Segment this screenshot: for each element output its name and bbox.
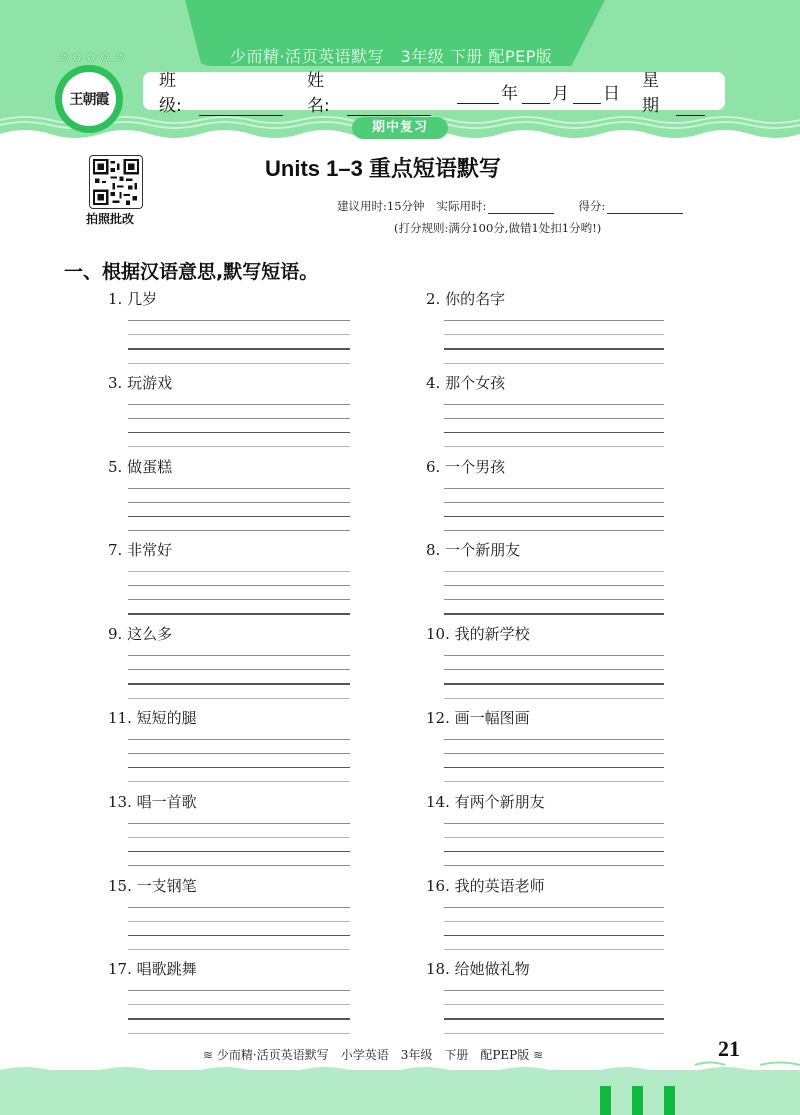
- answer-lines[interactable]: [444, 488, 664, 545]
- name-field: [307, 66, 431, 116]
- item-prompt: 非常好: [127, 541, 173, 560]
- phrase-item-18: [426, 958, 668, 1042]
- answer-lines[interactable]: [444, 404, 664, 461]
- phrase-item-10: [426, 623, 668, 707]
- answer-lines[interactable]: [128, 488, 350, 545]
- star-icon: ✩: [113, 50, 124, 64]
- weekday-label: 星期: [641, 71, 659, 116]
- item-number: 12.: [426, 708, 450, 727]
- item-prompt: 唱歌跳舞: [136, 960, 197, 979]
- item-prompt: 玩游戏: [127, 373, 173, 392]
- month-label: 月: [551, 83, 569, 104]
- item-prompt: 我的新学校: [454, 625, 530, 644]
- wave-icon: ≋: [533, 1048, 544, 1062]
- bar-decoration: [632, 1086, 643, 1115]
- item-number: 18.: [426, 960, 450, 979]
- item-prompt: 做蛋糕: [127, 457, 173, 476]
- answer-lines[interactable]: [128, 907, 350, 964]
- day-label: 日: [602, 83, 620, 104]
- page-number: 21: [718, 1036, 740, 1061]
- phrase-item-12: [426, 707, 668, 791]
- phrase-item-14: [426, 791, 668, 875]
- item-prompt: 给她做礼物: [454, 960, 530, 979]
- star-icon: ✩: [58, 50, 69, 64]
- bar-decoration: [600, 1086, 611, 1115]
- actual-time-input[interactable]: [488, 202, 554, 214]
- star-icon: ✩: [71, 50, 83, 64]
- item-prompt: 这么多: [127, 625, 173, 644]
- phrase-item-9: [108, 623, 426, 707]
- item-prompt: 一个新朋友: [445, 541, 521, 560]
- item-prompt: 几岁: [127, 290, 158, 308]
- item-prompt: 有两个新朋友: [454, 792, 545, 811]
- item-number: 11.: [108, 708, 132, 727]
- answer-lines[interactable]: [128, 320, 350, 377]
- item-number: 4.: [426, 373, 441, 392]
- item-number: 10.: [426, 625, 450, 644]
- phrase-item-15: [108, 875, 426, 959]
- item-number: 7.: [108, 541, 123, 560]
- midterm-review-badge: 期中复习: [352, 117, 448, 139]
- item-number: 17.: [108, 960, 132, 979]
- item-number: 15.: [108, 876, 132, 895]
- phrase-item-6: [426, 456, 668, 540]
- item-number: 3.: [108, 373, 123, 392]
- series-title: 少而精·活页英语默写 3年级 下册 配PEP版: [230, 47, 553, 66]
- year-input[interactable]: [457, 86, 499, 104]
- student-info-box: [143, 71, 725, 116]
- phrase-item-5: [108, 456, 426, 540]
- footer-wave-decoration: [0, 1060, 800, 1080]
- star-icon: ✩: [99, 50, 111, 64]
- qr-label: 拍照批改: [86, 212, 135, 226]
- item-number: 14.: [426, 792, 450, 811]
- phrase-item-7: [108, 539, 426, 623]
- logo-stars: [58, 50, 124, 64]
- answer-lines[interactable]: [444, 823, 664, 880]
- brand-logo: [55, 65, 123, 133]
- name-label: 姓名:: [306, 71, 330, 116]
- item-number: 1.: [108, 290, 123, 308]
- page-title: Units 1–3 重点短语默写: [265, 156, 501, 181]
- answer-lines[interactable]: [128, 571, 350, 628]
- item-number: 13.: [108, 792, 132, 811]
- footer-bars-decoration: [600, 1086, 675, 1115]
- item-number: 8.: [426, 541, 441, 560]
- weekday-field: [642, 66, 705, 116]
- qr-code-icon[interactable]: [89, 155, 143, 209]
- phrase-item-1: [108, 288, 426, 372]
- answer-lines[interactable]: [128, 404, 350, 461]
- footer-label: 少而精·活页英语默写 小学英语 3年级 下册 配PEP版: [216, 1048, 530, 1062]
- actual-time-label: 实际用时:: [436, 199, 487, 213]
- phrase-item-8: [426, 539, 668, 623]
- answer-lines[interactable]: [444, 655, 664, 712]
- star-icon: ✩: [85, 50, 97, 64]
- item-prompt: 一个男孩: [445, 457, 506, 476]
- score-input[interactable]: [607, 202, 683, 214]
- phrase-item-16: [426, 875, 668, 959]
- score-label: 得分:: [578, 199, 606, 213]
- item-prompt: 你的名字: [445, 290, 506, 308]
- phrase-item-4: [426, 372, 668, 456]
- day-input[interactable]: [573, 86, 601, 104]
- month-input[interactable]: [522, 86, 550, 104]
- answer-lines[interactable]: [128, 655, 350, 712]
- answer-lines[interactable]: [444, 571, 664, 628]
- item-number: 2.: [426, 290, 441, 308]
- item-prompt: 短短的腿: [136, 708, 197, 727]
- answer-lines[interactable]: [444, 320, 664, 377]
- phrase-item-3: [108, 372, 426, 456]
- item-number: 16.: [426, 876, 450, 895]
- timing-row: [337, 198, 683, 214]
- phrase-item-11: [108, 707, 426, 791]
- answer-lines[interactable]: [444, 739, 664, 796]
- item-prompt: 我的英语老师: [454, 876, 545, 895]
- date-field: [455, 79, 622, 104]
- suggested-time: 建议用时:15分钟: [337, 199, 425, 213]
- answer-lines[interactable]: [128, 823, 350, 880]
- item-prompt: 唱一首歌: [136, 792, 197, 811]
- brand-logo-text: 王朝霞: [62, 72, 116, 126]
- bar-decoration: [664, 1086, 675, 1115]
- class-label: 班级:: [159, 71, 182, 116]
- year-label: 年: [500, 83, 518, 104]
- answer-lines[interactable]: [444, 907, 664, 964]
- phrase-item-2: [426, 288, 668, 372]
- phrase-item-13: [108, 791, 426, 875]
- item-number: 5.: [108, 457, 123, 476]
- class-field: [159, 66, 283, 116]
- item-prompt: 画一幅图画: [454, 708, 530, 727]
- item-prompt: 那个女孩: [445, 373, 506, 392]
- item-prompt: 一支钢笔: [136, 876, 197, 895]
- item-number: 9.: [108, 625, 123, 644]
- section-heading: 一、根据汉语意思,默写短语。: [64, 261, 319, 283]
- wave-icon: ≋: [203, 1048, 214, 1062]
- answer-lines[interactable]: [128, 990, 350, 1047]
- item-number: 6.: [426, 457, 441, 476]
- answer-lines[interactable]: [444, 990, 664, 1047]
- scoring-rule: (打分规则:满分100分,做错1处扣1分哟!): [394, 221, 602, 235]
- phrase-items-grid: [108, 288, 668, 1042]
- answer-lines[interactable]: [128, 739, 350, 796]
- phrase-item-17: [108, 958, 426, 1042]
